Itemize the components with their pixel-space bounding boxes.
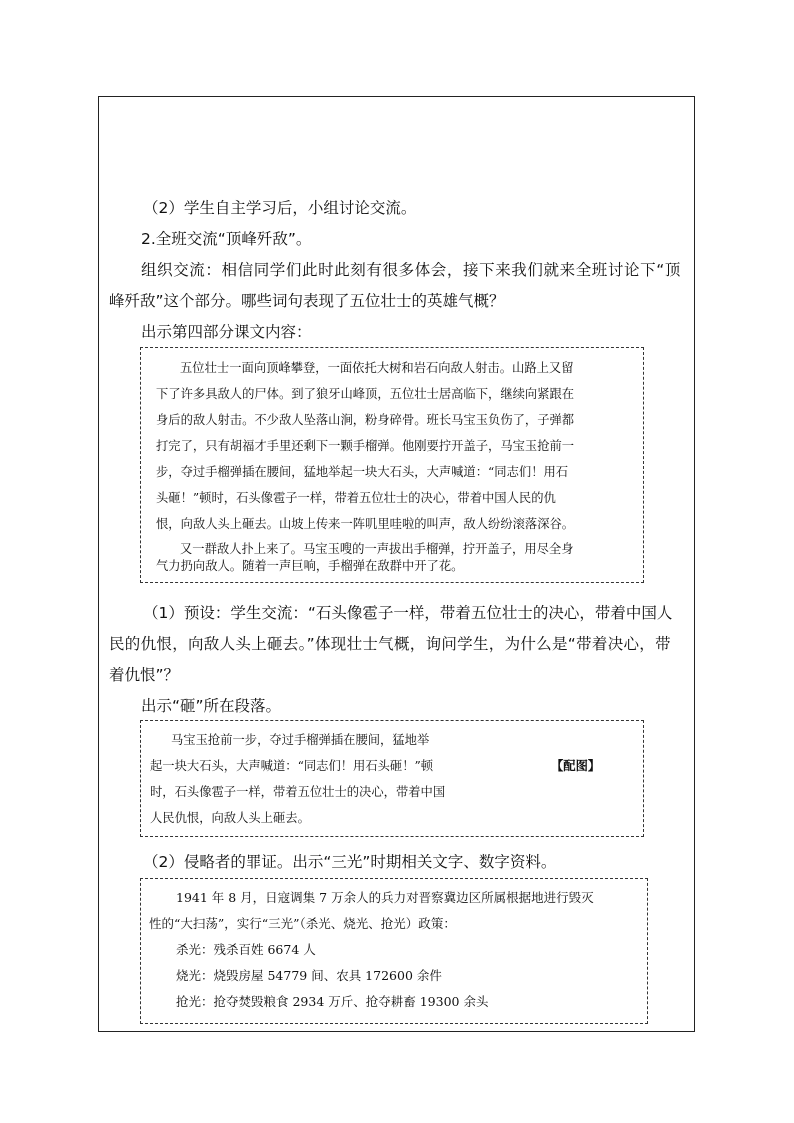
excerpt-line: 马宝玉抢前一步，夺过手榴弹插在腰间，猛地举 xyxy=(171,733,430,747)
excerpt-line: 五位壮士一面向顶峰攀登，一面依托大树和岩石向敌人射击。山路上又留 xyxy=(180,361,574,375)
step-2-line: （2）学生自主学习后，小组讨论交流。 xyxy=(143,199,417,217)
figure-placeholder-label: 【配图】 xyxy=(551,758,601,773)
paragraph-line: 出示第四部分课文内容： xyxy=(141,323,312,341)
excerpt-line: 气力扔向敌人。随着一声巨响，手榴弹在敌群中开了花。 xyxy=(156,559,464,573)
excerpt-line: 身后的敌人射击。不少敌人坠落山涧，粉身碎骨。班长马宝玉负伤了，子弹都 xyxy=(156,413,575,427)
excerpt-line: 又一群敌人扑上来了。马宝玉嗖的一声拔出手榴弹，拧开盖子，用尽全身 xyxy=(180,542,574,556)
paragraph-line: 峰歼敌”这个部分。哪些词句表现了五位壮士的英雄气概？ xyxy=(109,292,505,310)
paragraph-line: 出示“砸”所在段落。 xyxy=(141,697,282,715)
section-heading: 2.全班交流“顶峰歼敌”。 xyxy=(141,230,312,248)
excerpt-line: 杀光：残杀百姓 6674 人 xyxy=(176,942,316,957)
paragraph-line: 着仇恨”？ xyxy=(109,666,180,684)
paragraph-line: （2）侵略者的罪证。出示“三光”时期相关文字、数字资料。 xyxy=(143,853,557,871)
excerpt-line: 下了许多具敌人的尸体。到了狼牙山峰顶，五位壮士居高临下，继续向紧跟在 xyxy=(156,387,575,401)
excerpt-line: 人民仇恨，向敌人头上砸去。 xyxy=(150,811,310,825)
excerpt-line: 烧光：烧毁房屋 54779 间、农具 172600 余件 xyxy=(176,968,442,983)
excerpt-line: 时，石头像雹子一样，带着五位壮士的决心，带着中国 xyxy=(150,785,446,799)
text-excerpt-box-1 xyxy=(140,347,644,583)
excerpt-line: 1941 年 8 月，日寇调集 7 万余人的兵力对晋察冀边区所属根据地进行毁灭 xyxy=(176,890,594,905)
excerpt-line: 性的“大扫荡”，实行“三光”（杀光、烧光、抢光）政策： xyxy=(149,916,456,931)
paragraph-line: （1）预设：学生交流：“石头像雹子一样，带着五位壮士的决心，带着中国人 xyxy=(143,604,673,622)
excerpt-line: 起一块大石头，大声喊道：“同志们！用石头砸！”顿 xyxy=(150,759,434,773)
excerpt-line: 恨，向敌人头上砸去。山坡上传来一阵叽里哇啦的叫声，敌人纷纷滚落深谷。 xyxy=(156,517,575,531)
excerpt-line: 头砸！”顿时，石头像雹子一样，带着五位壮士的决心，带着中国人民的仇 xyxy=(156,491,556,505)
excerpt-line: 打完了，只有胡福才手里还剩下一颗手榴弹。他刚要拧开盖子，马宝玉抢前一 xyxy=(156,439,575,453)
excerpt-line: 抢光：抢夺焚毁粮食 2934 万斤、抢夺耕畜 19300 余头 xyxy=(176,994,489,1009)
text-excerpt-box-2 xyxy=(140,720,644,837)
paragraph-line: 民的仇恨，向敌人头上砸去。”体现壮士气概，询问学生，为什么是“带着决心，带 xyxy=(109,635,671,653)
paragraph-line: 组织交流：相信同学们此时此刻有很多体会，接下来我们就来全班讨论下“顶 xyxy=(141,261,681,279)
text-excerpt-box-3 xyxy=(140,878,648,1024)
excerpt-line: 步，夺过手榴弹插在腰间，猛地举起一块大石头，大声喊道：“同志们！用石 xyxy=(156,465,569,479)
